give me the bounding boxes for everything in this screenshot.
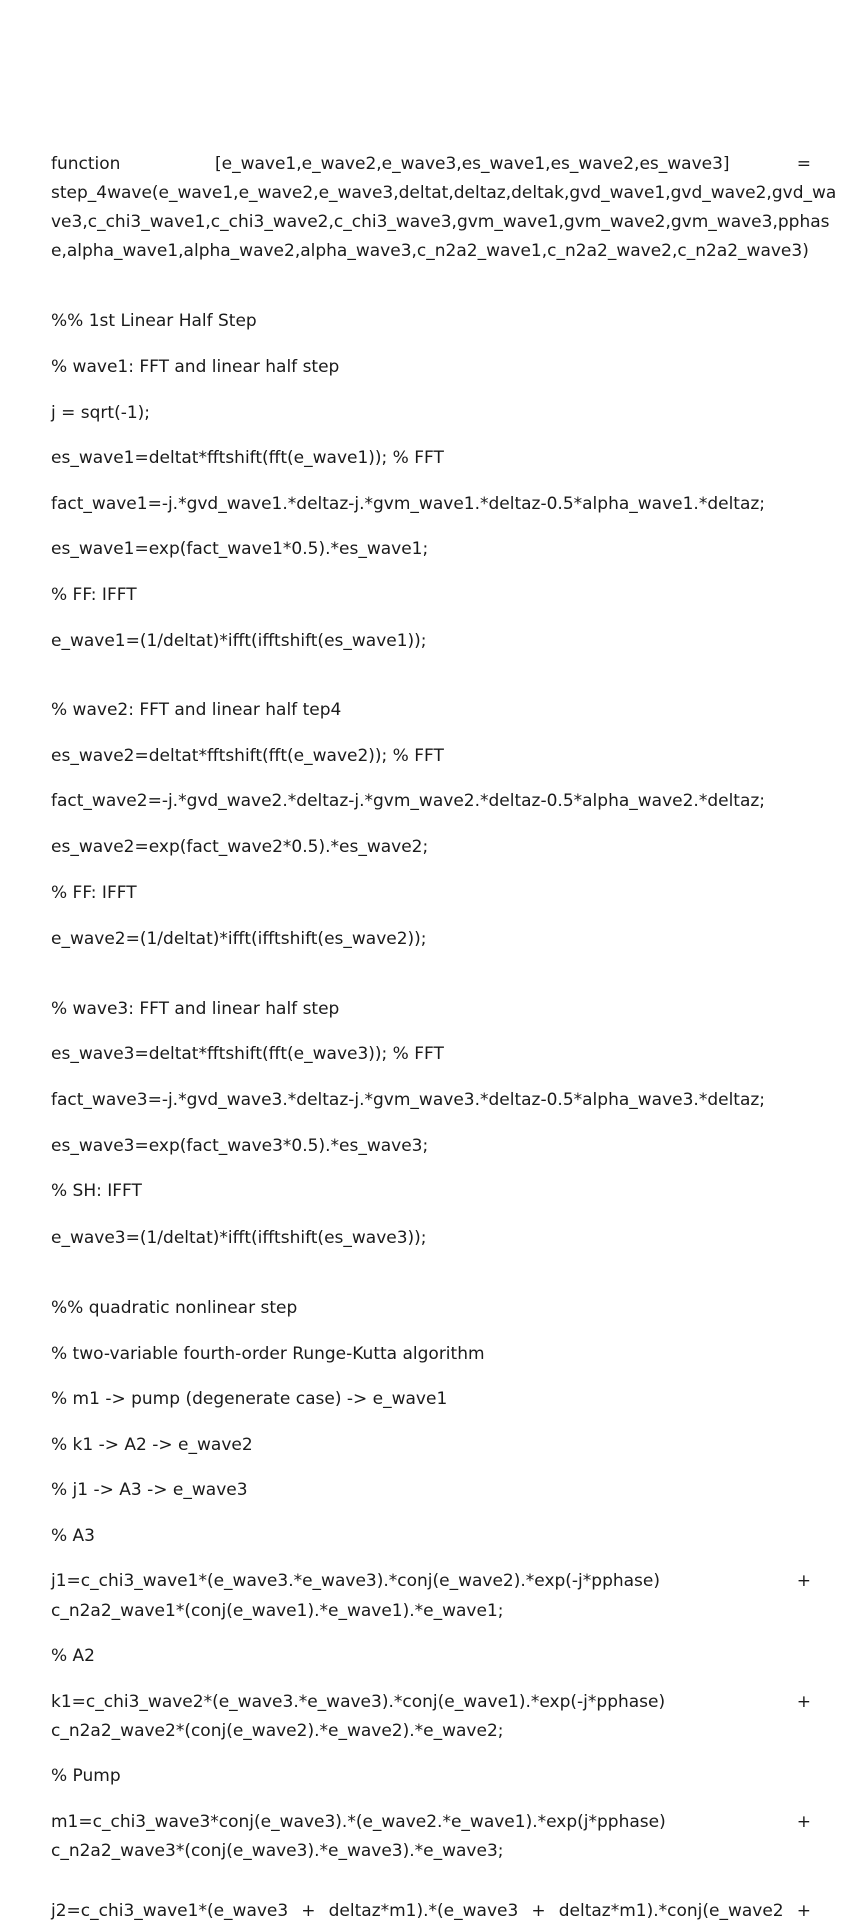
code-comment: % FF: IFFT [51, 585, 137, 605]
code-text: j2=c_chi3_wave1*(e_wave3 [51, 1901, 289, 1921]
code-plus: + [301, 1901, 316, 1921]
code-plus: + [796, 1901, 811, 1921]
function-equals: = [796, 154, 811, 174]
code-line: e_wave2=(1/deltat)*ifft(ifftshift(es_wave2)); [51, 929, 427, 949]
code-line: c_n2a2_wave3*(conj(e_wave3).*e_wave3).*e_wave3; [51, 1841, 504, 1861]
code-line: es_wave2=exp(fact_wave2*0.5).*es_wave2; [51, 837, 429, 857]
code-comment: % Pump [51, 1766, 121, 1786]
code-comment: % A2 [51, 1646, 96, 1666]
code-comment: % wave2: FFT and linear half tep4 [51, 700, 342, 720]
code-line: es_wave1=exp(fact_wave1*0.5).*es_wave1; [51, 539, 429, 559]
code-line: es_wave1=deltat*fftshift(fft(e_wave1)); % FFT [51, 448, 444, 468]
code-line: j = sqrt(-1); [51, 403, 151, 423]
code-comment: % SH: IFFT [51, 1181, 142, 1201]
code-line [51, 1688, 811, 1717]
code-text: deltaz*m1).*conj(e_wave2 [558, 1901, 784, 1921]
code-line: e_wave3=(1/deltat)*ifft(ifftshift(es_wave3)); [51, 1228, 427, 1248]
code-plus: + [796, 1571, 811, 1591]
code-plus: + [796, 1692, 811, 1712]
code-line: fact_wave2=-j.*gvd_wave2.*deltaz-j.*gvm_wave2.*deltaz-0.5*alpha_wave2.*deltaz; [51, 791, 766, 811]
code-plus: + [531, 1901, 546, 1921]
code-comment: % wave1: FFT and linear half step [51, 357, 340, 377]
code-text: m1=c_chi3_wave3*conj(e_wave3).*(e_wave2.*e_wave1).*exp(j*pphase) [51, 1812, 666, 1832]
code-comment: % A3 [51, 1526, 96, 1546]
section-comment: %% 1st Linear Half Step [51, 311, 257, 331]
code-comment: % j1 -> A3 -> e_wave3 [51, 1480, 248, 1500]
code-comment: % wave3: FFT and linear half step [51, 999, 340, 1019]
function-outputs: [e_wave1,e_wave2,e_wave3,es_wave1,es_wave2,es_wave3] [215, 154, 730, 174]
code-line: fact_wave1=-j.*gvd_wave1.*deltaz-j.*gvm_wave1.*deltaz-0.5*alpha_wave1.*deltaz; [51, 494, 766, 514]
code-comment: % m1 -> pump (degenerate case) -> e_wave1 [51, 1389, 448, 1409]
section-comment: %% quadratic nonlinear step [51, 1298, 298, 1318]
code-line: c_n2a2_wave2*(conj(e_wave2).*e_wave2).*e_wave2; [51, 1721, 504, 1741]
function-keyword: function [51, 154, 121, 174]
code-line: fact_wave3=-j.*gvd_wave3.*deltaz-j.*gvm_wave3.*deltaz-0.5*alpha_wave3.*deltaz; [51, 1090, 766, 1110]
code-line: es_wave3=deltat*fftshift(fft(e_wave3)); % FFT [51, 1044, 444, 1064]
code-line [51, 1567, 811, 1596]
code-comment: % FF: IFFT [51, 883, 137, 903]
code-line [51, 1897, 811, 1926]
code-line: es_wave3=exp(fact_wave3*0.5).*es_wave3; [51, 1136, 429, 1156]
code-plus: + [796, 1812, 811, 1832]
function-signature-line: e,alpha_wave1,alpha_wave2,alpha_wave3,c_n2a2_wave1,c_n2a2_wave2,c_n2a2_wave3) [51, 241, 809, 261]
code-comment: % k1 -> A2 -> e_wave2 [51, 1435, 253, 1455]
code-line: e_wave1=(1/deltat)*ifft(ifftshift(es_wave1)); [51, 631, 427, 651]
function-signature [51, 150, 837, 266]
code-text: deltaz*m1).*(e_wave3 [328, 1901, 519, 1921]
function-signature-line: ve3,c_chi3_wave1,c_chi3_wave2,c_chi3_wave3,gvm_wave1,gvm_wave2,gvm_wave3,pphas [51, 212, 830, 232]
code-comment: % two-variable fourth-order Runge-Kutta algorithm [51, 1344, 485, 1364]
code-line: es_wave2=deltat*fftshift(fft(e_wave2)); % FFT [51, 746, 444, 766]
code-line: c_n2a2_wave1*(conj(e_wave1).*e_wave1).*e_wave1; [51, 1601, 504, 1621]
code-text: j1=c_chi3_wave1*(e_wave3.*e_wave3).*conj(e_wave2).*exp(-j*pphase) [51, 1571, 661, 1591]
code-line [51, 1808, 811, 1837]
code-text: k1=c_chi3_wave2*(e_wave3.*e_wave3).*conj(e_wave1).*exp(-j*pphase) [51, 1692, 666, 1712]
function-signature-line: step_4wave(e_wave1,e_wave2,e_wave3,deltat,deltaz,deltak,gvd_wave1,gvd_wave2,gvd_wa [51, 183, 837, 203]
